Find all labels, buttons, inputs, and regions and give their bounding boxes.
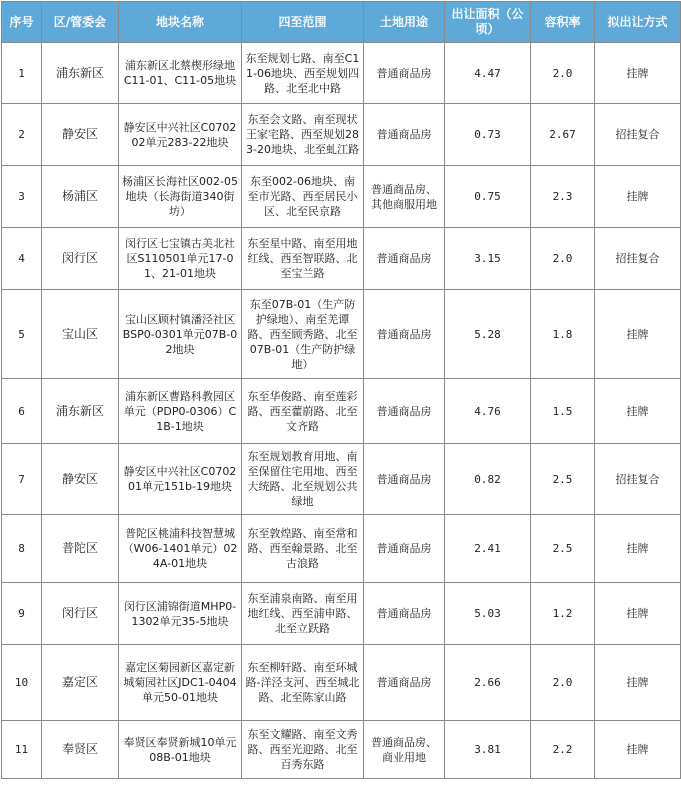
cell-district: 浦东新区	[42, 43, 119, 104]
cell-boundary: 东至文耀路、南至文秀路、西至光迎路、北至百秀东路	[242, 721, 364, 779]
cell-far: 1.8	[531, 290, 595, 379]
cell-no: 8	[2, 515, 42, 583]
cell-land-use: 普通商品房	[364, 645, 445, 721]
cell-area: 3.81	[445, 721, 531, 779]
cell-no: 6	[2, 379, 42, 444]
cell-area: 2.66	[445, 645, 531, 721]
cell-district: 闵行区	[42, 583, 119, 645]
table-row	[2, 166, 681, 228]
cell-far: 2.67	[531, 104, 595, 166]
cell-method: 招挂复合	[595, 444, 681, 515]
cell-area: 0.73	[445, 104, 531, 166]
table-body	[2, 43, 681, 779]
header-land-use: 土地用途	[364, 2, 445, 43]
table-row	[2, 515, 681, 583]
cell-far: 2.3	[531, 166, 595, 228]
cell-no: 3	[2, 166, 42, 228]
cell-no: 7	[2, 444, 42, 515]
table-row	[2, 645, 681, 721]
cell-parcel-name: 宝山区顾村镇潘泾社区BSP0-0301单元07B-02地块	[119, 290, 242, 379]
cell-far: 1.5	[531, 379, 595, 444]
cell-method: 挂牌	[595, 166, 681, 228]
cell-parcel-name: 闵行区七宝镇古美北社区S110501单元17-01、21-01地块	[119, 228, 242, 290]
table-row	[2, 379, 681, 444]
cell-district: 杨浦区	[42, 166, 119, 228]
header-method: 拟出让方式	[595, 2, 681, 43]
header-area: 出让面积（公顷）	[445, 2, 531, 43]
cell-no: 2	[2, 104, 42, 166]
cell-method: 招挂复合	[595, 104, 681, 166]
cell-boundary: 东至敦煌路、南至常和路、西至翰景路、北至古浪路	[242, 515, 364, 583]
cell-no: 1	[2, 43, 42, 104]
cell-method: 挂牌	[595, 515, 681, 583]
table-row	[2, 721, 681, 779]
cell-parcel-name: 杨浦区长海社区002-05地块（长海街道340街坊）	[119, 166, 242, 228]
cell-area: 4.47	[445, 43, 531, 104]
header-boundary: 四至范围	[242, 2, 364, 43]
cell-far: 1.2	[531, 583, 595, 645]
header-far: 容积率	[531, 2, 595, 43]
cell-land-use: 普通商品房	[364, 290, 445, 379]
cell-district: 浦东新区	[42, 379, 119, 444]
cell-boundary: 东至002-06地块、南至市光路、西至居民小区、北至民京路	[242, 166, 364, 228]
cell-land-use: 普通商品房	[364, 228, 445, 290]
cell-district: 宝山区	[42, 290, 119, 379]
cell-method: 挂牌	[595, 583, 681, 645]
cell-parcel-name: 奉贤区奉贤新城10单元08B-01地块	[119, 721, 242, 779]
cell-far: 2.0	[531, 645, 595, 721]
table-row	[2, 228, 681, 290]
cell-parcel-name: 浦东新区曹路科教园区单元（PDP0-0306）C1B-1地块	[119, 379, 242, 444]
cell-far: 2.5	[531, 444, 595, 515]
cell-district: 静安区	[42, 444, 119, 515]
cell-district: 奉贤区	[42, 721, 119, 779]
table-row	[2, 43, 681, 104]
cell-district: 普陀区	[42, 515, 119, 583]
table-row	[2, 583, 681, 645]
cell-method: 招挂复合	[595, 228, 681, 290]
cell-boundary: 东至柳轩路、南至环城路-洋泾支河、西至城北路、北至陈家山路	[242, 645, 364, 721]
cell-land-use: 普通商品房	[364, 515, 445, 583]
table-row	[2, 290, 681, 379]
cell-area: 0.82	[445, 444, 531, 515]
cell-method: 挂牌	[595, 290, 681, 379]
table-row	[2, 104, 681, 166]
cell-parcel-name: 静安区中兴社区C070201单元151b-19地块	[119, 444, 242, 515]
cell-land-use: 普通商品房	[364, 104, 445, 166]
cell-area: 4.76	[445, 379, 531, 444]
cell-parcel-name: 浦东新区北蔡楔形绿地C11-01、C11-05地块	[119, 43, 242, 104]
land-transfer-table	[1, 1, 681, 779]
cell-no: 10	[2, 645, 42, 721]
cell-district: 闵行区	[42, 228, 119, 290]
cell-land-use: 普通商品房、商业用地	[364, 721, 445, 779]
cell-boundary: 东至华俊路、南至莲彩路、西至藿蔚路、北至文齐路	[242, 379, 364, 444]
cell-no: 4	[2, 228, 42, 290]
cell-parcel-name: 静安区中兴社区C070202单元283-22地块	[119, 104, 242, 166]
cell-area: 3.15	[445, 228, 531, 290]
table-row	[2, 444, 681, 515]
header-no: 序号	[2, 2, 42, 43]
cell-area: 2.41	[445, 515, 531, 583]
cell-parcel-name: 普陀区桃浦科技智慧城（W06-1401单元）024A-01地块	[119, 515, 242, 583]
header-parcel-name: 地块名称	[119, 2, 242, 43]
cell-far: 2.2	[531, 721, 595, 779]
cell-method: 挂牌	[595, 379, 681, 444]
cell-land-use: 普通商品房	[364, 583, 445, 645]
cell-area: 0.75	[445, 166, 531, 228]
header-row	[2, 2, 681, 43]
cell-no: 11	[2, 721, 42, 779]
cell-far: 2.0	[531, 43, 595, 104]
cell-boundary: 东至规划教育用地、南至保留住宅用地、西至大统路、北至规划公共绿地	[242, 444, 364, 515]
cell-method: 挂牌	[595, 645, 681, 721]
cell-boundary: 东至会文路、南至现状王家宅路、西至规划283-20地块、北至虬江路	[242, 104, 364, 166]
cell-boundary: 东至星中路、南至用地红线、西至智联路、北至宝兰路	[242, 228, 364, 290]
cell-district: 静安区	[42, 104, 119, 166]
cell-boundary: 东至规划七路、南至C11-06地块、西至规划四路、北至北中路	[242, 43, 364, 104]
cell-land-use: 普通商品房	[364, 444, 445, 515]
cell-land-use: 普通商品房	[364, 379, 445, 444]
cell-land-use: 普通商品房	[364, 43, 445, 104]
cell-boundary: 东至07B-01（生产防护绿地）、南至羌谭路、西至顾秀路、北至07B-01（生产防护绿地）	[242, 290, 364, 379]
cell-far: 2.5	[531, 515, 595, 583]
cell-no: 9	[2, 583, 42, 645]
cell-boundary: 东至浦泉南路、南至用地红线、西至浦申路、北至立跃路	[242, 583, 364, 645]
cell-parcel-name: 闵行区浦锦街道MHP0-1302单元35-5地块	[119, 583, 242, 645]
cell-parcel-name: 嘉定区菊园新区嘉定新城菊园社区JDC1-0404单元50-01地块	[119, 645, 242, 721]
cell-area: 5.28	[445, 290, 531, 379]
cell-district: 嘉定区	[42, 645, 119, 721]
cell-land-use: 普通商品房、其他商服用地	[364, 166, 445, 228]
cell-far: 2.0	[531, 228, 595, 290]
cell-method: 挂牌	[595, 43, 681, 104]
cell-no: 5	[2, 290, 42, 379]
header-district: 区/管委会	[42, 2, 119, 43]
cell-method: 挂牌	[595, 721, 681, 779]
cell-area: 5.03	[445, 583, 531, 645]
